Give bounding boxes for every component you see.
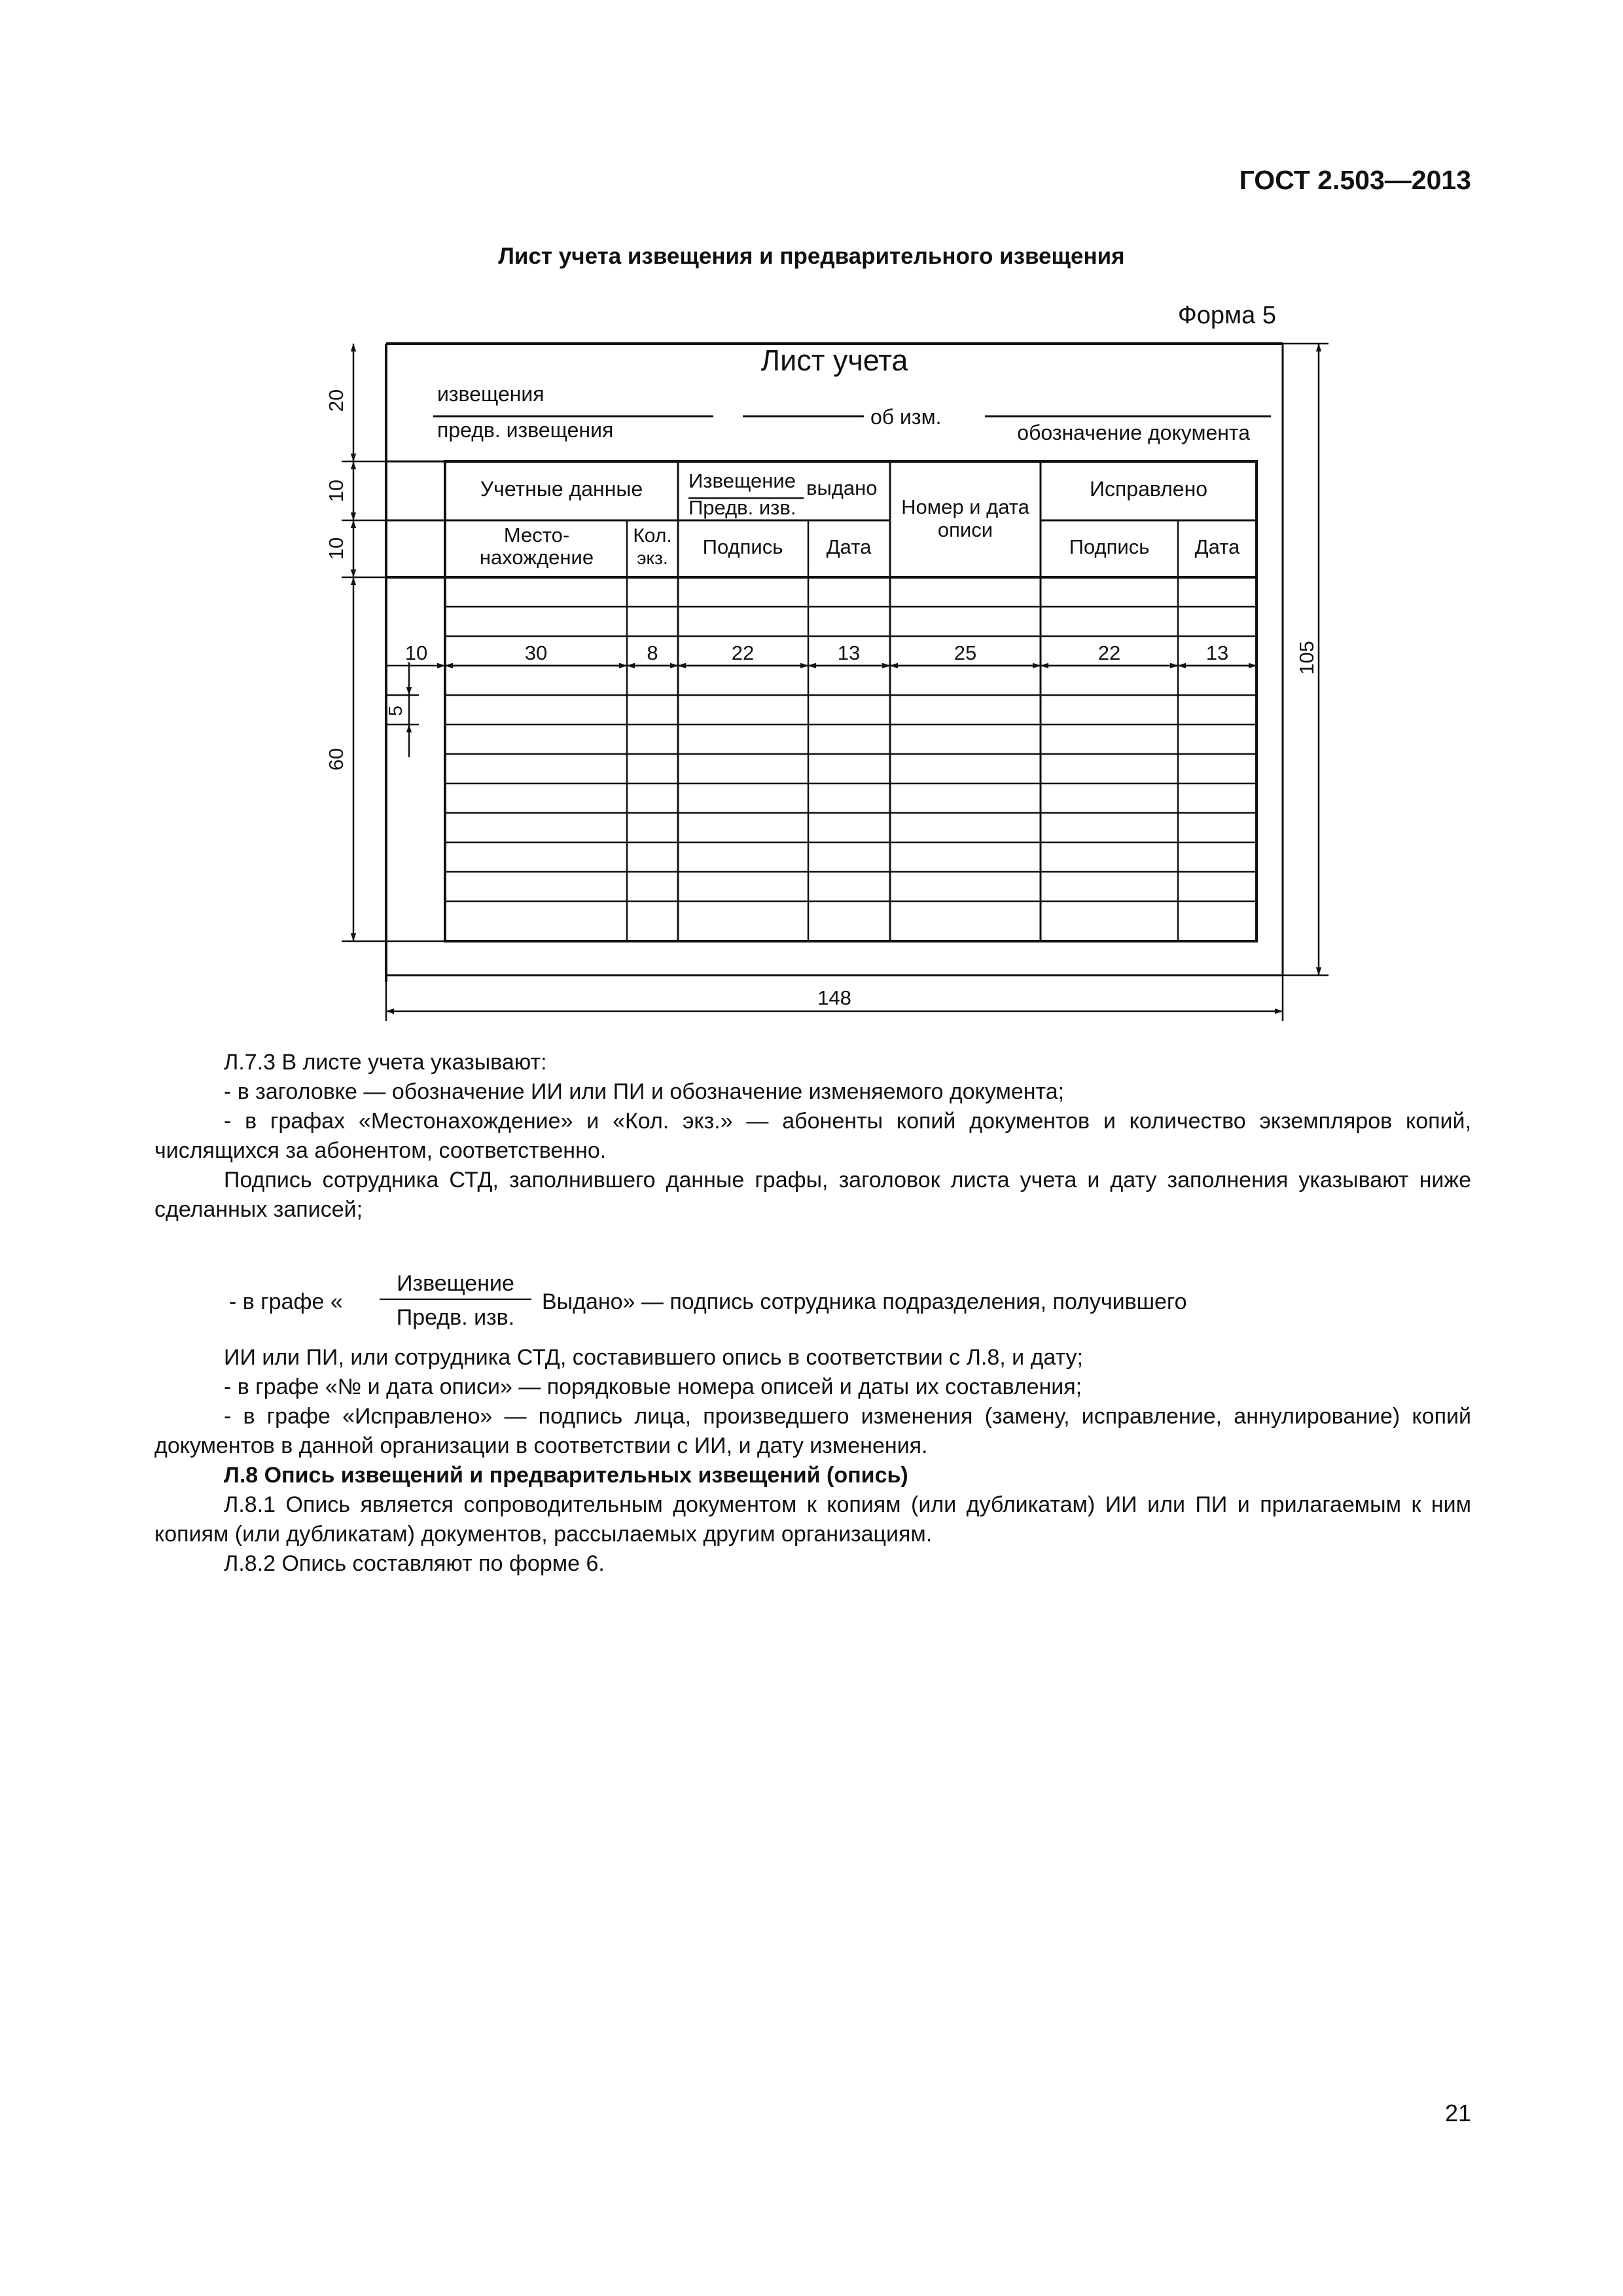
form-5-drawing bbox=[0, 0, 1623, 1060]
notice-label: извещения bbox=[437, 382, 544, 406]
fraction bbox=[380, 1271, 531, 1331]
fraction-denominator: Предв. изв. bbox=[396, 1305, 515, 1330]
fraction-prefix: - в графе « bbox=[229, 1289, 343, 1314]
notice-header: Извещение bbox=[688, 469, 796, 492]
dim-col-num: 10 bbox=[404, 641, 428, 664]
figure-title: Лист учета извещения и предварительного извещения bbox=[498, 243, 1125, 269]
form-label: Форма 5 bbox=[1177, 302, 1276, 329]
standard-number: ГОСТ 2.503—2013 bbox=[1239, 165, 1471, 195]
dim-col-inventory: 25 bbox=[954, 641, 977, 664]
dim-col-date: 13 bbox=[837, 641, 861, 664]
dim-total-height: 105 bbox=[1295, 641, 1318, 675]
dim-col-location: 30 bbox=[524, 641, 548, 664]
fraction-numerator: Извещение bbox=[380, 1271, 531, 1300]
paragraph-corrected-item: - в графе «Исправлено» — подпись лица, произведшего изменения (замену, исправление, аннулирование) копий документов в данной организации в соответствии с ИИ, и дату изменения. bbox=[154, 1404, 1471, 1458]
dim-col-date2: 13 bbox=[1205, 641, 1229, 664]
fraction-suffix: Выдано» — подпись сотрудника подразделения, получившего bbox=[542, 1289, 1187, 1314]
location-header-line2: нахождение bbox=[479, 546, 594, 569]
inventory-header-line1: Номер и дата bbox=[901, 495, 1029, 518]
paragraph-location-item: - в графах «Местонахождение» и «Кол. экз.» — абоненты копий документов и количество экземпляров копий, числящихся за абонентом, соответственно. bbox=[154, 1109, 1471, 1163]
qty-header-line2: экз. bbox=[637, 548, 668, 568]
dim-row2-height: 10 bbox=[325, 537, 348, 560]
pre-notice-label: предв. извещения bbox=[437, 418, 614, 442]
qty-header-line1: Кол. bbox=[633, 525, 672, 547]
body-text-block-2 bbox=[154, 1343, 1471, 1579]
accounting-data-header: Учетные данные bbox=[480, 477, 643, 501]
paragraph-l82: Л.8.2 Опись составляют по форме 6. bbox=[224, 1551, 605, 1576]
paragraph-inventory-item: - в графе «№ и дата описи» — порядковые номера описей и даты их составления; bbox=[224, 1374, 1082, 1399]
paragraph-l81: Л.8.1 Опись является сопроводительным документом к копиям (или дубликатам) ИИ или ПИ и прилагаемым к ним копиям (или дубликатам) документов, рассылаемых другим организациям. bbox=[154, 1492, 1471, 1547]
dim-body-height: 60 bbox=[325, 747, 348, 771]
dim-col-signature2: 22 bbox=[1097, 641, 1121, 664]
dim-col-qty: 8 bbox=[647, 641, 658, 664]
location-header-line1: Место- bbox=[503, 524, 570, 547]
signature2-header: Подпись bbox=[1069, 535, 1150, 558]
left-dimension-chain bbox=[342, 344, 445, 941]
signature-header: Подпись bbox=[702, 535, 783, 558]
fraction-line bbox=[229, 1271, 1342, 1340]
dim-total-width: 148 bbox=[817, 986, 851, 1009]
dim-row-height: 5 bbox=[385, 705, 406, 717]
section-heading-l8: Л.8 Опись извещений и предварительных извещений (опись) bbox=[224, 1463, 908, 1488]
date-header: Дата bbox=[826, 535, 872, 558]
change-of-label: об изм. bbox=[870, 405, 942, 429]
dim-col-signature: 22 bbox=[731, 641, 755, 664]
pre-notice-header: Предв. изв. bbox=[688, 496, 796, 519]
paragraph-signature-note: Подпись сотрудника СТД, заполнившего данные графы, заголовок листа учета и дату заполнения указывают ниже сделанных записей; bbox=[154, 1168, 1471, 1222]
issued-header: выдано bbox=[806, 476, 878, 499]
date2-header: Дата bbox=[1194, 535, 1240, 558]
page-number: 21 bbox=[1444, 2100, 1471, 2126]
inventory-header-line2: описи bbox=[937, 518, 993, 541]
dim-header-height: 20 bbox=[325, 389, 348, 412]
doc-designation-label: обозначение документа bbox=[1017, 421, 1250, 444]
paragraph-ii-pi: ИИ или ПИ, или сотрудника СТД, составившего опись в соответствии с Л.8, и дату; bbox=[224, 1345, 1083, 1370]
sheet-title: Лист учета bbox=[760, 344, 908, 377]
paragraph-l73: Л.7.3 В листе учета указывают: bbox=[224, 1050, 547, 1075]
paragraph-header-item: - в заголовке — обозначение ИИ или ПИ и обозначение изменяемого документа; bbox=[224, 1079, 1065, 1104]
dim-row1-height: 10 bbox=[325, 479, 348, 503]
corrected-header: Исправлено bbox=[1089, 477, 1208, 501]
body-text-block-1 bbox=[154, 1048, 1471, 1225]
